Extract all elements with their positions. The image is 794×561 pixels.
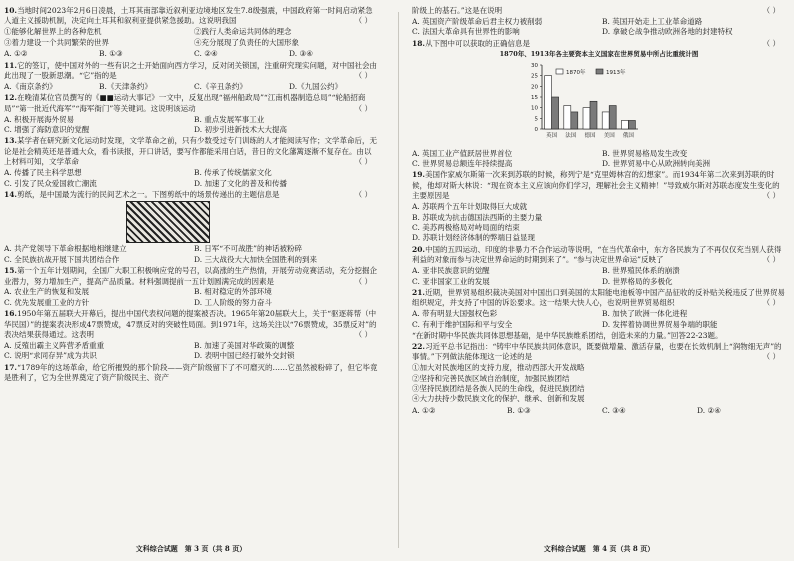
choice-a[interactable]: A. 传播了民主科学思想	[4, 168, 82, 178]
x-category-label: 德国	[584, 132, 596, 139]
choice-b[interactable]: B. ①③	[99, 49, 123, 59]
question-17-continued: 阶级上的基石。”这是在说明 （ ）	[412, 6, 780, 15]
choice-d[interactable]: D. 加速了文化的普及和传播	[194, 178, 288, 188]
y-tick-label: 5	[534, 115, 538, 122]
choice-d[interactable]: D. 工人阶级的努力奋斗	[194, 297, 273, 307]
y-tick-label: 25	[531, 73, 538, 80]
legend-label: 1913年	[606, 69, 626, 76]
question-15-choices	[4, 287, 378, 308]
x-category-label: 俄国	[622, 132, 634, 139]
choice-a[interactable]: A. 共产党领导下革命根据地相继建立	[4, 244, 127, 254]
bar-1870年	[545, 75, 552, 128]
question-13-choices	[4, 168, 378, 189]
question-14-choices	[4, 244, 378, 265]
question-19-choices	[412, 202, 786, 244]
question-13: 13.某学者在研究新文化运动时发现，文学革命之前，只有少数受过专门训练的人才能阅读写作；文学革命后，无论是社会精英还是普通大众，看书读报，开口讲话，要写作都能采用白话，昔日的文化藩篱逐渐不复存在。由以上材料可知，文学革命 （ ）	[4, 136, 378, 167]
question-17-choices	[412, 17, 786, 38]
choice-c[interactable]: C. 说明“求同存异”成为共识	[4, 351, 97, 361]
paper-cut-image	[126, 201, 210, 243]
choice-b[interactable]: B. 苏联成为抗击德国法西斯的主要力量	[412, 212, 543, 222]
chart-title: 1870年、1913年各主要资本主义国家在世界贸易中所占比重统计图	[499, 49, 699, 58]
question-16-choices	[4, 341, 378, 362]
page-footer-3: 文科综合试题 第 3 页（共 8 页）	[135, 544, 247, 553]
question-21: 21.近期，世界贸易组织裁决美国对中国出口到美国的太阳能电池板等中国产品征收的反补贴关税违反了世界贸易组织规定，并支持了中国的诉讼要求。这一结果大快人心，也说明世界贸易组织 （ ）	[412, 287, 786, 308]
question-17: 17.“1789年的这场革命，给它所摧毁的那个阶段——资产阶级留下了不可磨灭的……它虽然被粉碎了，但它毕竟是胜利了，它为全世界奠定了资产阶级民主、资产	[4, 362, 378, 383]
bar-1870年	[602, 112, 609, 129]
y-tick-label: 10	[531, 105, 538, 112]
choice-c[interactable]: C. 引发了民众爱国救亡潮流	[4, 178, 97, 188]
choice-d[interactable]: D. 初步引进新技术大大提高	[194, 124, 288, 134]
choice-a[interactable]: A. 反殖出霸主义阵营矛盾重重	[4, 340, 105, 350]
question-10-choices	[4, 49, 378, 59]
question-22: 22.习近平总书记指出：“铸牢中华民族共同体意识，既要做增量、激活存量，也要在长效机制上“润物细无声”的事情。”下列做法能体现这一论述的是 （ ）	[412, 341, 782, 362]
choice-c[interactable]: C. 法国大革命具有世界性的影响	[412, 27, 520, 37]
choice-b[interactable]: B. 世界殖民体系的崩溃	[602, 266, 680, 276]
choice-b[interactable]: B. 重点发展军事工业	[194, 114, 265, 124]
choice-c[interactable]: C. ③④	[602, 405, 626, 415]
y-tick-label: 20	[531, 83, 538, 90]
bar-chart-svg	[412, 59, 786, 143]
bar-1913年	[571, 112, 578, 129]
question-18: 18.从下图中可以获取的正确信息是 （ ）	[412, 38, 780, 48]
choice-a[interactable]: A.《南京条约》	[4, 81, 57, 91]
choice-b[interactable]: B. 日军“不可战胜”的神话被粉碎	[194, 244, 302, 254]
choice-d[interactable]: D. ③④	[289, 49, 313, 59]
bar-1913年	[609, 105, 616, 128]
choice-a[interactable]: A. 英国资产阶级革命后君主权力被削弱	[412, 16, 543, 26]
question-21-choices	[412, 309, 786, 330]
question-19: 19.美国作家威尔斯第一次来到苏联的时候，称列宁是“克里姆林宫的幻想家”。而1934年第二次来到苏联的时候，他却对斯大林说：“现在资本主义应该向你们学习，理解社会主义精神！”导致威尔斯对苏联态度发生变化的主要原因是 （ ）	[412, 170, 780, 201]
choice-a[interactable]: A. 带有明显大国强权色彩	[412, 309, 498, 319]
choice-a[interactable]: A. ①②	[412, 405, 436, 415]
choice-b[interactable]: B. ①③	[507, 405, 531, 415]
legend-swatch	[596, 69, 603, 74]
choice-b[interactable]: B. 加速了美国对华政策的调整	[194, 340, 295, 350]
question-11-choices	[4, 82, 378, 92]
choice-d[interactable]: D. ②④	[697, 405, 721, 415]
choice-a[interactable]: A. 苏联两个五年计划取得巨大成就	[412, 202, 528, 212]
x-category-label: 英国	[546, 132, 558, 139]
choice-b[interactable]: B. 英国开始走上工业革命道路	[602, 16, 703, 26]
choice-c[interactable]: C. 优先发展重工业的方针	[4, 297, 90, 307]
choice-c[interactable]: C. 全民族抗战开展下国共团结合作	[4, 254, 120, 264]
choice-a[interactable]: A. 农业生产的恢复和发展	[4, 287, 90, 297]
x-category-label: 美国	[603, 132, 615, 139]
legend-swatch	[556, 69, 563, 74]
choice-d[interactable]: D. 苏联计划经济体制的弊端日益显现	[412, 233, 536, 243]
page-4-column	[412, 6, 786, 554]
page-3-column	[4, 6, 378, 554]
question-15: 15.第一个五年计划期间，全国广大职工积极响应党的号召，以高涨的生产热情，开展劳动竞赛活动，充分挖掘企业潜力，努力增加生产，提高产品质量。材料强调提前一五计划圆满完成的因素是 （ ）	[4, 266, 378, 286]
column-divider	[398, 12, 399, 548]
bar-1913年	[628, 120, 635, 129]
choice-a[interactable]: A. ①②	[4, 49, 28, 59]
choice-c[interactable]: C. 美苏两极格局对峙局面的结束	[412, 222, 520, 232]
question-20-choices	[412, 266, 786, 287]
y-tick-label: 30	[531, 62, 538, 69]
y-tick-label: 15	[531, 94, 538, 101]
choice-d[interactable]: D. 发挥着协调世界贸易争端的职能	[602, 319, 718, 329]
choice-a[interactable]: A. 亚非民族意识的觉醒	[412, 266, 490, 276]
question-22-choices	[412, 406, 786, 416]
choice-c[interactable]: C. 增强了海防意识的觉醒	[4, 124, 90, 134]
choice-c[interactable]: C. 世界贸易总额连年持续提高	[412, 159, 513, 169]
question-10-statements: ①能够化解世界上的各种危机 ②践行人类命运共同体的理念 ③着力建设一个共同繁荣的世界 ④充分展现了负责任的大国形象	[4, 27, 299, 47]
choice-d[interactable]: D. 表明中国已经打破外交封锁	[194, 351, 295, 361]
bar-1870年	[621, 120, 628, 129]
choice-d[interactable]: D. 世界格局的多极化	[602, 276, 673, 286]
choice-b[interactable]: B. 加快了欧洲一体化进程	[602, 309, 688, 319]
choice-c[interactable]: C. 亚非国家工业的发展	[412, 276, 490, 286]
choice-a[interactable]: A. 英国工业产值跃居世界首位	[412, 148, 513, 158]
choice-d[interactable]: D. 拿破仑战争推动欧洲各地的封建特权	[602, 27, 733, 37]
question-18-choices	[412, 149, 786, 170]
bar-1913年	[552, 97, 559, 129]
choice-c[interactable]: C. 有利于维护国际和平与安全	[412, 319, 513, 329]
choice-b[interactable]: B.《天津条约》	[99, 81, 152, 91]
question-11: 11.它的签订，使中国对外的一些有识之士开始面向西方学习，反对闭关锁国，注重研究现实问题，对中国社会由此出现了一股新思潮。“它”指的是 （ ）	[4, 60, 378, 80]
choice-a[interactable]: A. 积极开展海外贸易	[4, 114, 75, 124]
question-12: 12.在晚清某位官员撰写的《■■运动大事记》一文中，反复出现“福州船政局”“江南机器制造总局”“轮船招商局”“第一批近代海军”“海军衙门”等关键词。这说明该运动 （ ）	[4, 93, 372, 113]
x-category-label: 法国	[565, 132, 577, 139]
choice-b[interactable]: B. 世界贸易格局发生改变	[602, 148, 688, 158]
page-footer-4: 文科综合试题 第 4 页（共 8 页）	[543, 544, 655, 553]
choice-d[interactable]: D. 三大战役大大加快全国胜利的到来	[194, 254, 318, 264]
bar-1870年	[583, 107, 590, 128]
choice-b[interactable]: B. 相对稳定的外部环境	[194, 287, 272, 297]
question-20: 20.中国的五四运动、印度的非暴力不合作运动等说明，“在当代革命中，东方各民族为了不再仅仅充当别人获得利益的对象而参与决定世界命运的时期到来了”。“参与决定世界命运”反映了 （ ）	[412, 244, 782, 265]
question-10: 10.当地时间2023年2月6日凌晨，土耳其南部靠近叙利亚边境地区发生7.8级强震，中国政府第一时间启动紧急人道主义援助机制，决定向土耳其和叙利亚提供紧急援助。这说明我国 （ ）	[4, 6, 373, 26]
question-22-23-intro: “在新时期中华民族共同体思想基础，是中华民族维系团结，创造未来的力量。”回答22-23题。	[412, 331, 723, 341]
y-tick-label: 0	[534, 126, 538, 133]
trade-share-chart	[412, 50, 786, 147]
choice-d[interactable]: D. 世界贸易中心从欧洲转向美洲	[602, 159, 711, 169]
legend-label: 1870年	[566, 69, 586, 76]
question-16: 16.1950年第五届联大开幕后，提出中国代表权问题的提案被否决。1965年第20届联大上，关于“驱逐蒋帮（中华民国）”的提案表决形成47票赞成，47票反对的突破性局面。到1971年，这场关注以“76票赞成，35票反对”的表决结果获得通过。这表明 （ ）	[4, 309, 377, 340]
question-14: 14.剪纸，是中国最为流行的民间艺术之一。下图剪纸中的场景传递出的主题信息是 （ ）	[4, 189, 372, 199]
question-22-statements: ①加大对民族地区的支持力度，推动西部大开发战略 ②坚持和完善民族区域自治制度，加强民族团结 ③坚持民族团结是各族人民的生命线，促进民族团结 ④大力扶持少数民族文化的保护、继承、创新和发展	[412, 363, 585, 404]
choice-d[interactable]: D.《九国公约》	[289, 81, 343, 91]
choice-b[interactable]: B. 传承了传统儒家文化	[194, 168, 272, 178]
choice-c[interactable]: C.《辛丑条约》	[194, 81, 247, 91]
question-12-choices	[4, 115, 378, 136]
choice-c[interactable]: C. ②④	[194, 49, 218, 59]
bar-1870年	[564, 105, 571, 128]
bar-1913年	[590, 101, 597, 129]
